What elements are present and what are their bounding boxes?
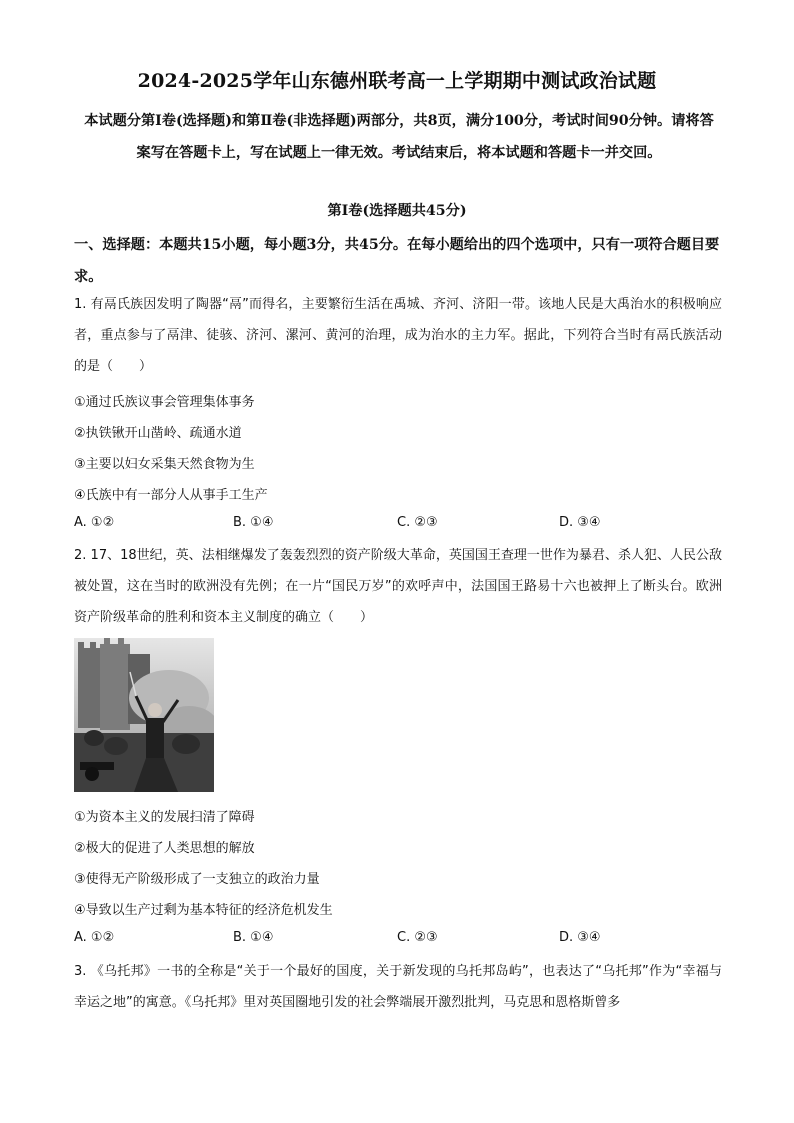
question-1-item: ①通过氏族议事会管理集体事务: [74, 395, 255, 410]
question-1-stem: 1. 有鬲氏族因发明了陶器“鬲”而得名，主要繁衍生活在禹城、齐河、济阳一带。该地人民是大禹治水的积极响应者，重点参与了鬲津、徒骇、济河、漯河、黄河的治理，成为治水的主力军。据此，下列符合当时有鬲氏族活动的是（ ）: [74, 297, 722, 375]
question-2-item: ①为资本主义的发展扫清了障碍: [74, 810, 255, 825]
question-2-item: ③使得无产阶级形成了一支独立的政治力量: [74, 872, 320, 887]
option-d: D. ③④: [559, 515, 601, 530]
option-d: D. ③④: [559, 930, 601, 945]
option-c: C. ②③: [397, 930, 438, 945]
page-title: 2024-2025学年山东德州联考高一上学期期中测试政治试题: [137, 70, 657, 92]
revolution-illustration-image: [74, 638, 214, 792]
question-1-item: ③主要以妇女采集天然食物为生: [74, 457, 255, 472]
question-2-item: ④导致以生产过剩为基本特征的经济危机发生: [74, 903, 333, 918]
question-1-item: ②执铁锹开山凿岭、疏通水道: [74, 426, 242, 441]
question-3-stem: 3. 《乌托邦》一书的全称是“关于一个最好的国度，关于新发现的乌托邦岛屿”，也表达了“乌托邦”作为“幸福与幸运之地”的寓意。《乌托邦》里对英国圈地引发的社会弊端展开激烈批判，马克思和恩格斯曾多: [74, 964, 722, 1011]
option-c: C. ②③: [397, 515, 438, 530]
section-title: 第Ⅰ卷(选择题共45分): [327, 203, 467, 219]
option-b: B. ①④: [233, 930, 274, 945]
revolution-illustration: [74, 638, 214, 792]
question-2-item: ②极大的促进了人类思想的解放: [74, 841, 255, 856]
exam-instructions: 本试题分第Ⅰ卷(选择题)和第Ⅱ卷(非选择题)两部分，共8页，满分100分，考试时间90分钟。请将答案写在答题卡上，写在试题上一律无效。考试结束后，将本试题和答题卡一并交回。: [84, 113, 714, 161]
option-a: A. ①②: [74, 515, 115, 530]
question-2-stem: 2. 17、18世纪，英、法相继爆发了轰轰烈烈的资产阶级大革命，英国国王查理一世作为暴君、杀人犯、人民公敌被处置，这在当时的欧洲没有先例；在一片“国民万岁”的欢呼声中，法国国王路易十六也被押上了断头台。欧洲资产阶级革命的胜利和资本主义制度的确立（ ）: [74, 548, 722, 626]
option-a: A. ①②: [74, 930, 115, 945]
option-b: B. ①④: [233, 515, 274, 530]
question-1-item: ④氏族中有一部分人从事手工生产: [74, 488, 268, 503]
part-heading: 一、选择题：本题共15小题，每小题3分，共45分。在每小题给出的四个选项中，只有一项符合题目要求。: [74, 237, 720, 285]
